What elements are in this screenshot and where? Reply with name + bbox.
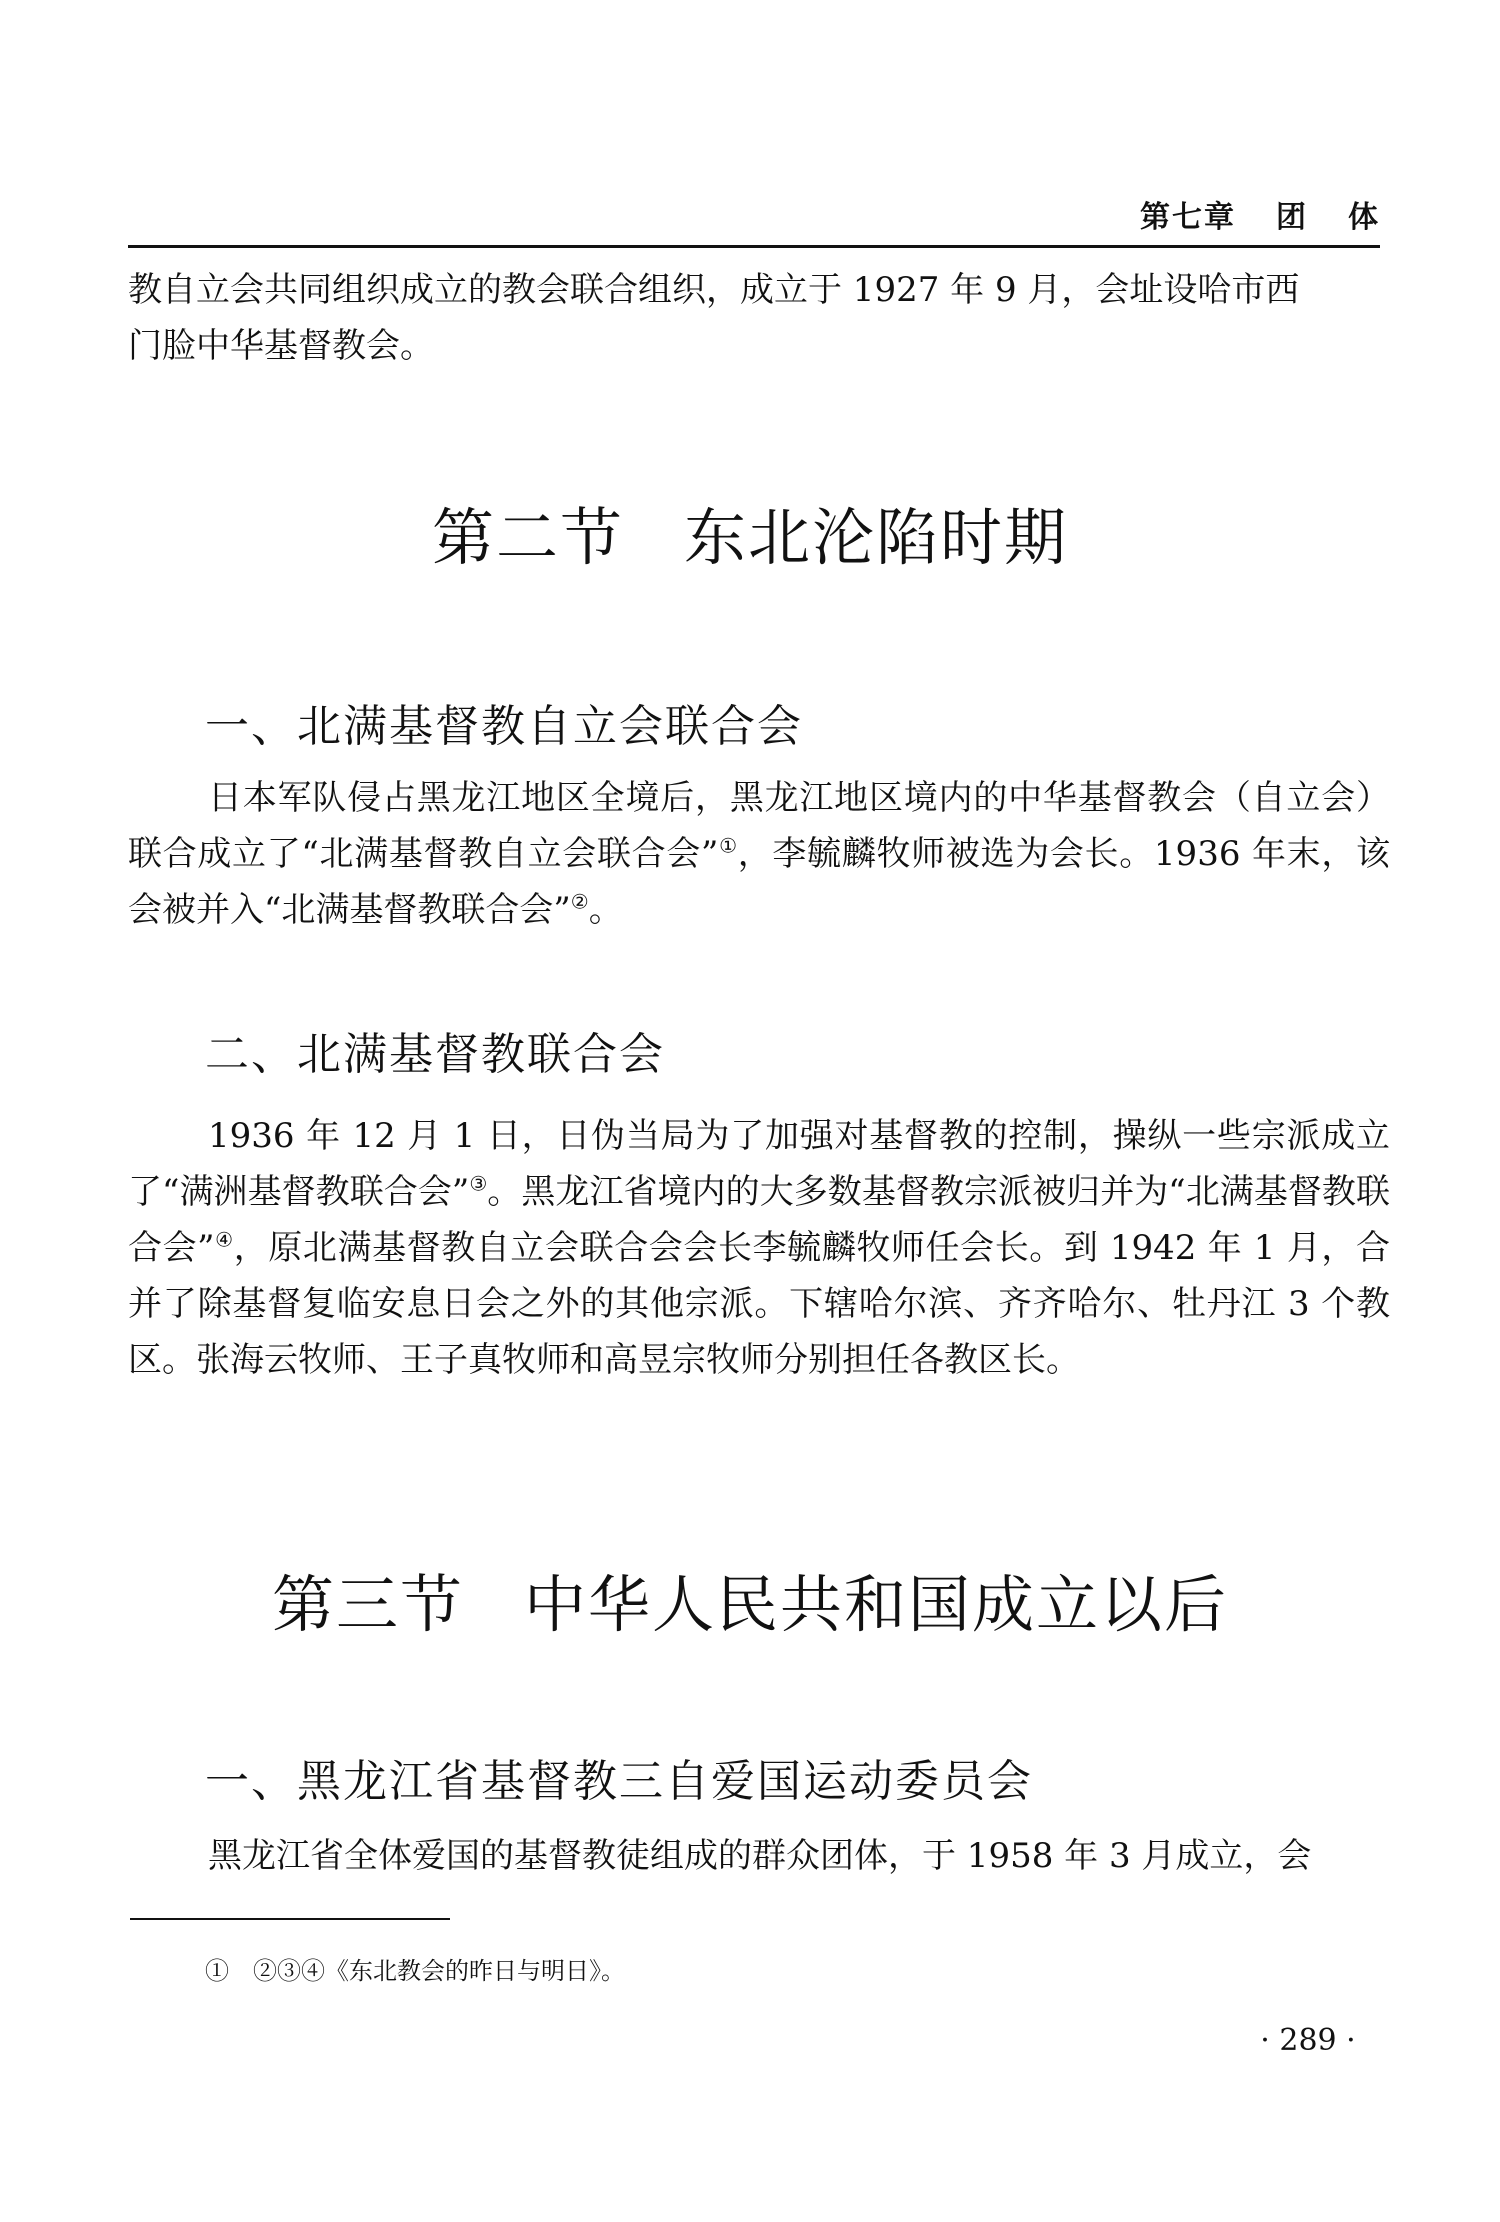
header-rule xyxy=(128,245,1380,248)
intro-paragraph xyxy=(128,262,1390,374)
footnote-ref: ③ xyxy=(469,1171,488,1196)
chapter-label: 第七章 xyxy=(1140,200,1236,235)
section-3-name: 中华人民共和国成立以后 xyxy=(524,1568,1229,1641)
footnote-ref: ④ xyxy=(214,1227,234,1252)
subsection-heading: 一、北满基督教自立会联合会 xyxy=(205,701,803,752)
running-head xyxy=(128,192,1380,238)
page-number: · 289 · xyxy=(1260,2023,1356,2058)
intro-line-2: 门脸中华基督教会。 xyxy=(128,326,434,366)
footnote-ref: ① xyxy=(718,833,738,858)
section-3-label: 第三节 xyxy=(271,1568,464,1641)
chapter-title-word1: 团 xyxy=(1276,200,1308,235)
section-2-name: 东北沦陷时期 xyxy=(684,501,1069,574)
subsection-heading: 一、黑龙江省基督教三自爱国运动委员会 xyxy=(205,1756,1033,1807)
footnote-rule xyxy=(130,1918,450,1920)
footnote-ref: ② xyxy=(570,889,589,914)
footnote-marks: ① ②③④ xyxy=(205,1957,325,1985)
subsection-paragraph: 黑龙江省全体爱国的基督教徒组成的群众团体，于 1958 年 3 月成立，会 xyxy=(208,1836,1312,1876)
subsection-paragraph: 日本军队侵占黑龙江地区全境后，黑龙江地区境内的中华基督教会（自立会）联合成立了“北满基督教自立会联合会”①，李毓麟牧师被选为会长。1936 年末，该会被并入“北满基督教联合会”②。 xyxy=(128,778,1391,930)
section-2-label: 第二节 xyxy=(431,501,624,574)
subsection-paragraph: 1936 年 12 月 1 日，日伪当局为了加强对基督教的控制，操纵一些宗派成立了“满洲基督教联合会”③。黑龙江省境内的大多数基督教宗派被归并为“北满基督教联合会”④，原北满基督教自立会联合会会长李毓麟牧师任会长。到 1942 年 1 月，合并了除基督复临安息日会之外的其他宗派。下辖哈尔滨、齐齐哈尔、牡丹江 3 个教区。张海云牧师、王子真牧师和高昱宗牧师分别担任各教区长。 xyxy=(128,1116,1391,1380)
section-3-title xyxy=(0,1555,1500,1644)
chapter-title-word2: 体 xyxy=(1348,200,1380,235)
intro-line-1: 教自立会共同组织成立的教会联合组织，成立于 1927 年 9 月，会址设哈市西 xyxy=(128,270,1300,310)
section-2-title xyxy=(0,488,1500,577)
footnote xyxy=(205,1953,625,1989)
subsection-heading: 二、北满基督教联合会 xyxy=(205,1029,665,1080)
footnote-source: 《东北教会的昨日与明日》。 xyxy=(325,1957,625,1985)
